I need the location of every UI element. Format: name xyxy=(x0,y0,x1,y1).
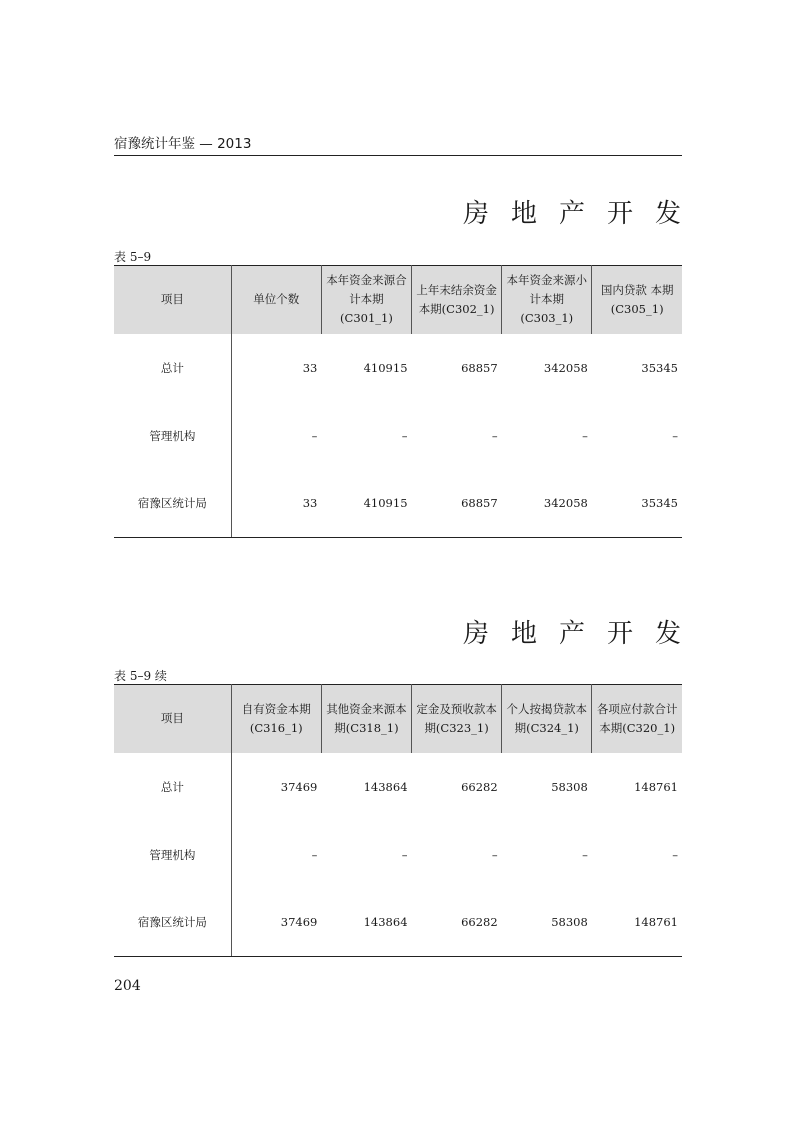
table-cell: – xyxy=(491,428,498,443)
table-cell: – xyxy=(582,847,588,862)
section-title: 房地产开发 xyxy=(462,619,703,649)
column-header: 各项应付款合计 本期(C320_1) xyxy=(592,685,682,753)
row-label: 管理机构 xyxy=(114,821,231,889)
column-header: 本年资金来源合 计本期(C301_1) xyxy=(321,266,411,334)
row-label: 宿豫区统计局 xyxy=(114,889,231,957)
table-cell: 68857 xyxy=(412,470,502,538)
table-cell: – xyxy=(311,428,318,443)
table-cell: 143864 xyxy=(363,779,408,794)
table-cell: 148761 xyxy=(634,779,678,794)
row-label: 管理机构 xyxy=(114,402,231,470)
table-cell: 58308 xyxy=(551,779,588,794)
table-label: 表 5–9 xyxy=(114,250,152,264)
table-cell: – xyxy=(491,847,498,862)
table-row xyxy=(114,821,682,889)
table-cell: 58308 xyxy=(502,889,592,957)
page-number: 204 xyxy=(114,978,141,994)
table-cell: – xyxy=(672,428,678,443)
row-label: 总计 xyxy=(114,334,231,402)
table-row xyxy=(114,753,682,821)
running-head: 宿豫统计年鉴 — 2013 xyxy=(114,135,682,156)
table-cell: 143864 xyxy=(321,889,411,957)
column-header: 上年末结余资金 本期(C302_1) xyxy=(412,266,502,334)
table-cell: 148761 xyxy=(592,889,682,957)
header-row xyxy=(114,685,682,753)
table-cell: 35345 xyxy=(641,360,678,375)
column-header: 项目 xyxy=(114,266,231,334)
table-cell: – xyxy=(401,847,408,862)
table-cell: 342058 xyxy=(543,360,588,375)
data-table xyxy=(114,265,682,538)
table-row xyxy=(114,334,682,402)
table-cell: 68857 xyxy=(461,360,498,375)
column-header: 定金及预收款本 期(C323_1) xyxy=(412,685,502,753)
row-label: 总计 xyxy=(114,753,231,821)
table-cell: – xyxy=(672,847,678,862)
section-title: 房地产开发 xyxy=(462,199,703,229)
header-row xyxy=(114,266,682,334)
table-cell: – xyxy=(401,428,408,443)
column-header: 其他资金来源本 期(C318_1) xyxy=(321,685,411,753)
table-cell: 410915 xyxy=(363,360,408,375)
table-cell: – xyxy=(311,847,318,862)
column-header: 个人按揭贷款本 期(C324_1) xyxy=(502,685,592,753)
table-row xyxy=(114,402,682,470)
table-cell: 33 xyxy=(231,470,321,538)
table-cell: 342058 xyxy=(502,470,592,538)
table-cell: 37469 xyxy=(231,889,321,957)
table-row xyxy=(114,889,682,957)
table-row xyxy=(114,470,682,538)
table-cell: 66282 xyxy=(461,779,498,794)
data-table xyxy=(114,684,682,957)
column-header: 本年资金来源小 计本期(C303_1) xyxy=(502,266,592,334)
column-header: 自有资金本期 (C316_1) xyxy=(231,685,321,753)
column-header: 国内贷款 本期 (C305_1) xyxy=(592,266,682,334)
column-header: 项目 xyxy=(114,685,231,753)
table-cell: 410915 xyxy=(321,470,411,538)
table-cell: 35345 xyxy=(592,470,682,538)
table-label: 表 5–9 续 xyxy=(114,669,167,683)
row-label: 宿豫区统计局 xyxy=(114,470,231,538)
table-cell: 33 xyxy=(302,360,318,375)
table-cell: – xyxy=(582,428,588,443)
table-cell: 37469 xyxy=(280,779,318,794)
table-cell: 66282 xyxy=(412,889,502,957)
column-header: 单位个数 xyxy=(231,266,321,334)
